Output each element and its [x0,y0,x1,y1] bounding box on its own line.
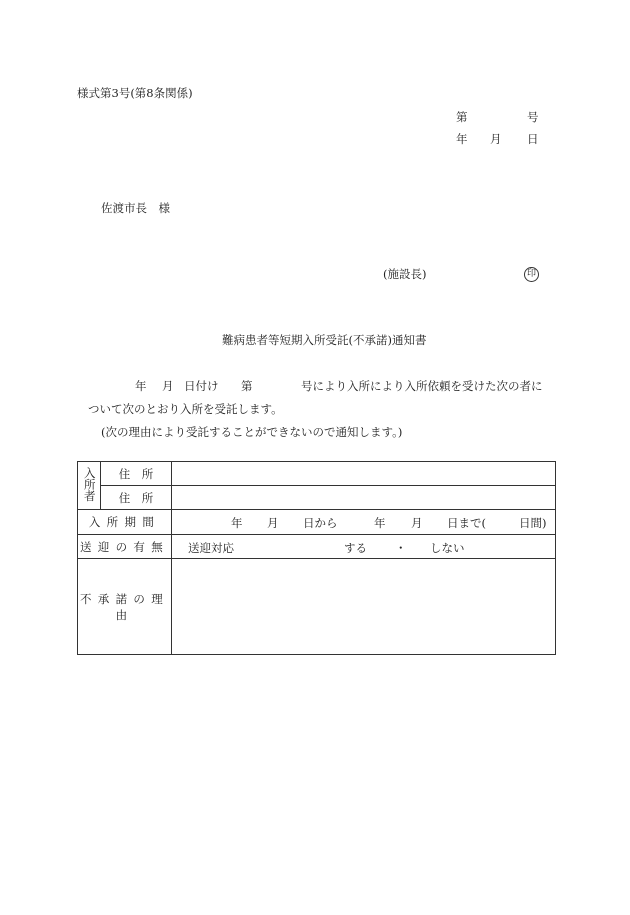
doc-number-dai: 第 [456,110,468,124]
sender-label: (施設長) [383,267,427,281]
form-number: 様式第3号(第8条関係) [77,86,193,100]
body-line-3: (次の理由により受託することができないので通知します。) [101,425,403,439]
date-year: 年 [456,132,468,146]
period-from-year: 年 [231,516,243,530]
reason-value[interactable] [172,559,556,655]
body-request-text: 号により入所により入所依頼を受けた次の者に [301,379,543,393]
period-label: 入所期間 [78,510,172,535]
body-line-2: ついて次のとおり入所を受託します。 [88,402,283,416]
transport-dot: ・ [395,541,407,555]
address-value-2[interactable] [172,486,556,510]
body-month: 月 [162,379,174,393]
transport-no[interactable]: しない [430,541,465,555]
date-day: 日 [527,132,539,146]
body-year: 年 [135,379,147,393]
seal-icon: 印 [524,265,539,282]
transport-yes[interactable]: する [344,541,367,555]
address-label-2: 住 所 [101,486,172,510]
reason-label: 不承諾の理由 [78,559,172,655]
period-days: 日間) [519,516,547,530]
body-dai: 第 [241,379,253,393]
period-from-day: 日から [303,516,338,530]
address-value-1[interactable] [172,462,556,486]
notice-table [77,461,556,655]
period-to-day: 日まで( [447,516,486,530]
transport-value[interactable] [172,535,556,559]
address-label-1: 住 所 [101,462,172,486]
period-from-month: 月 [267,516,279,530]
period-to-year: 年 [374,516,386,530]
period-value[interactable] [172,510,556,535]
doc-number-go: 号 [527,110,539,124]
resident-group-label: 入所者 [78,462,101,510]
transport-prefix: 送迎対応 [188,541,234,555]
transport-label: 送迎の有無 [78,535,172,559]
period-to-month: 月 [411,516,423,530]
document-title: 難病患者等短期入所受託(不承諾)通知書 [222,333,427,347]
body-date-suffix: 日付け [184,379,219,393]
date-month: 月 [490,132,502,146]
addressee: 佐渡市長 様 [101,201,170,215]
